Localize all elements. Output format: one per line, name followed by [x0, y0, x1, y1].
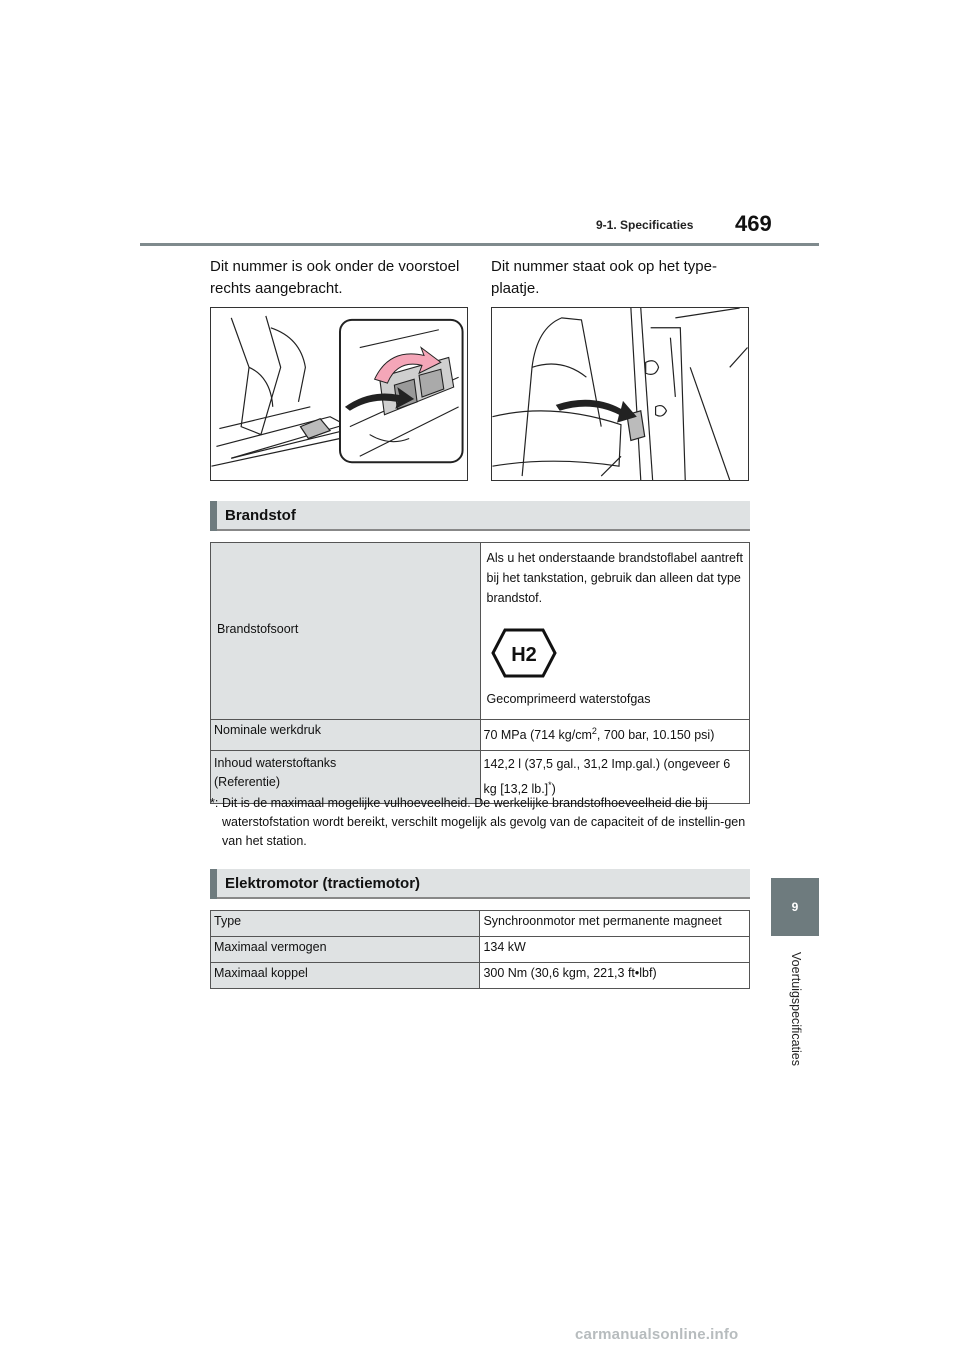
tank-value-line-1: 142,2 l (37,5 gal., 31,2 Imp.gal.) (ongeveer 6	[483, 757, 731, 771]
table-cell-value	[480, 963, 750, 989]
tank-label-line-2: (Referentie)	[214, 775, 280, 789]
header-divider	[140, 243, 819, 246]
watermark-text: carmanualsonline.info	[575, 1326, 739, 1343]
heading-text: Elektromotor (tractiemotor)	[225, 875, 421, 892]
table-row	[211, 937, 750, 963]
figure-type-plate	[491, 307, 749, 481]
footnote-text: Dit is de maximaal mogelijke vulhoeveelheid. De werkelijke brandstofhoeveelheid die bij waterstofstation wordt bereikt, verschilt mogelijk als gevolg van de capaciteit of de instellin-gen van het station.	[222, 796, 746, 848]
pressure-value-a: 70 MPa (714 kg/cm	[483, 728, 592, 743]
table-cell-value	[480, 543, 749, 720]
table-cell-label	[211, 720, 481, 751]
intro-text-right: Dit nummer staat ook op het type-plaatje.	[491, 258, 717, 297]
tank-value-line-2b: )	[551, 782, 556, 797]
table-cell-label	[211, 911, 480, 937]
table-row	[211, 543, 750, 720]
table-cell-value	[480, 720, 749, 751]
heading-text: Brandstof	[225, 507, 296, 524]
heading-accent-bar	[210, 501, 217, 531]
motor-torque-value: 300 Nm (30,6 kgm, 221,3 ft•lbf)	[483, 966, 657, 980]
table-row	[211, 963, 750, 989]
table-cell-label	[211, 963, 480, 989]
door-pillar-illustration	[492, 308, 748, 480]
pressure-label: Nominale werkdruk	[214, 723, 321, 737]
section-heading-fuel	[210, 501, 750, 531]
fuel-footnote	[210, 794, 750, 851]
table-cell-value	[480, 911, 750, 937]
page-number: 469	[735, 211, 772, 236]
intro-text-left: Dit nummer is ook onder de voorstoel rechts aangebracht.	[210, 258, 460, 297]
h2-badge-text: H2	[510, 644, 537, 666]
tank-label-line-1: Inhoud waterstoftanks	[214, 756, 337, 770]
motor-type-label: Type	[214, 914, 242, 928]
footnote-mark: *:	[210, 796, 219, 810]
figure-under-seat	[210, 307, 468, 481]
h2-fuel-label-icon	[491, 628, 557, 678]
section-heading-motor	[210, 869, 750, 899]
tank-value-sup: *	[548, 780, 552, 790]
seat-inset-illustration	[211, 308, 467, 480]
table-cell-value	[480, 937, 750, 963]
motor-type-value: Synchroonmotor met permanente magneet	[483, 914, 722, 928]
fuel-type-note: Gecomprimeerd waterstofgas	[486, 692, 651, 706]
table-row	[211, 911, 750, 937]
motor-torque-label: Maximaal koppel	[214, 966, 308, 980]
table-cell-label	[211, 543, 481, 720]
section-title: 9-1. Specificaties	[596, 218, 694, 232]
table-cell-label	[211, 937, 480, 963]
tank-value-line-2a: kg [13,2 lb.]	[483, 782, 549, 797]
chapter-tab-number: 9	[771, 878, 819, 936]
fuel-type-description: Als u het onderstaande brandstoflabel aantreft bij het tankstation, gebruik dan alleen dat type brandstof.	[486, 551, 743, 605]
table-row	[211, 720, 750, 751]
fuel-table	[210, 542, 750, 804]
heading-accent-bar	[210, 869, 217, 899]
motor-power-value: 134 kW	[483, 940, 526, 954]
motor-table	[210, 910, 750, 989]
fuel-type-label: Brandstofsoort	[217, 622, 299, 636]
chapter-tab-text: Voertuigspecificaties	[789, 952, 803, 1066]
pressure-value-sup: 2	[591, 726, 597, 736]
chapter-tab-label	[788, 944, 804, 1074]
motor-power-label: Maximaal vermogen	[214, 940, 327, 954]
pressure-value-b: , 700 bar, 10.150 psi)	[596, 728, 715, 743]
